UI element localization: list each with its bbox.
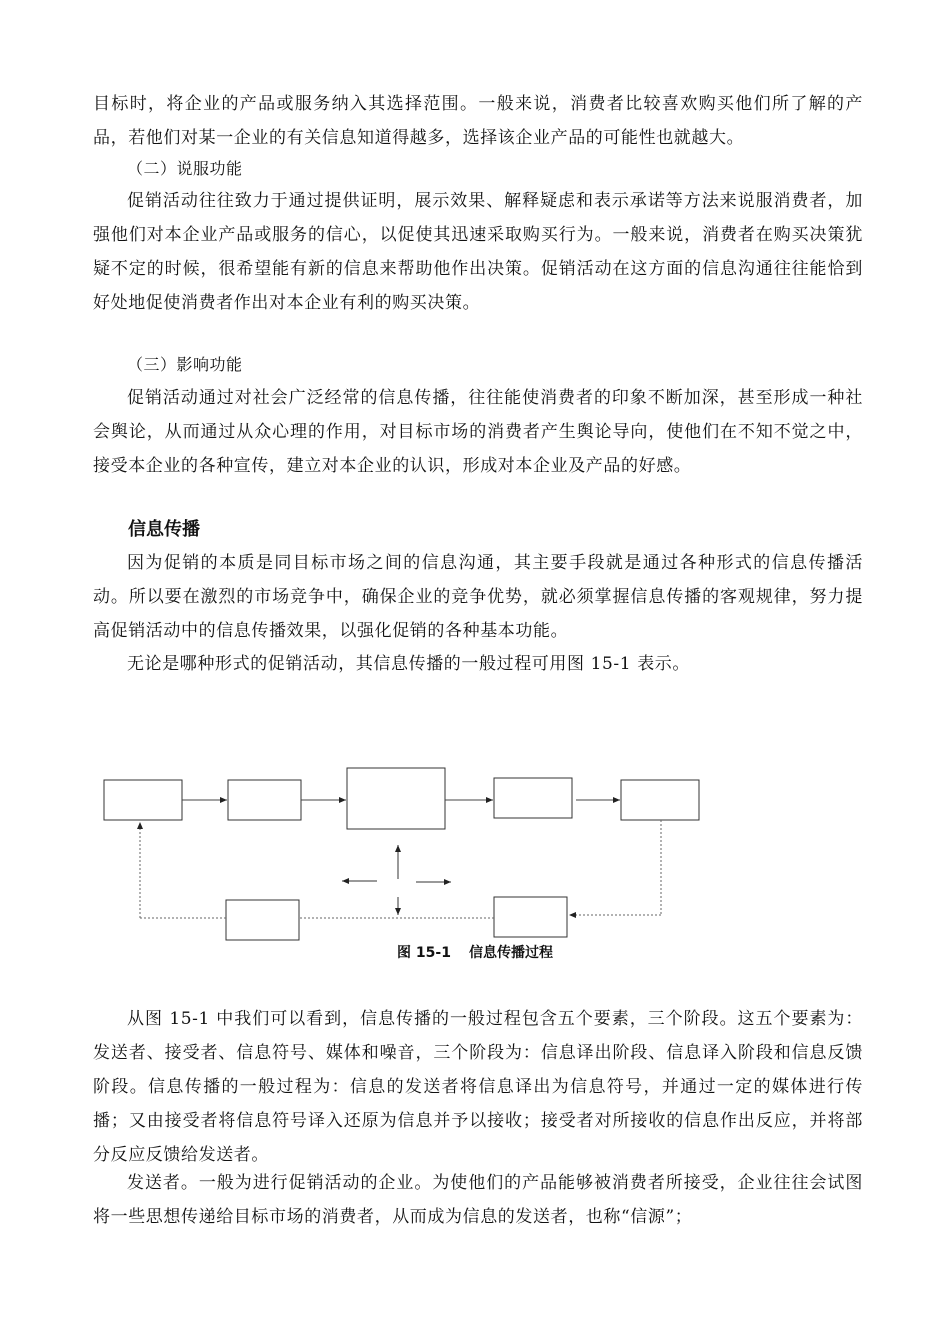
figure-caption <box>0 938 950 968</box>
paragraph-persuade: 促销活动往往致力于通过提供证明，展示效果、解释疑虑和表示承诺等方法来说服消费者，加强他们对本企业产品或服务的信心，以促使其迅速采取购买行为。一般来说，消费者在购买决策犹疑不定的时候，很希望能有新的信息来帮助他作出决策。促销活动在这方面的信息沟通往往能恰到好处地促使消费者作出对本企业有利的购买决策。 <box>93 191 863 313</box>
decode-box <box>494 778 572 818</box>
sender-box <box>104 780 182 820</box>
media-box <box>347 768 445 829</box>
response-box <box>494 897 567 937</box>
heading-persuade-function: （二）说服功能 <box>127 159 243 178</box>
paragraph-info-2: 无论是哪种形式的促销活动，其信息传播的一般过程可用图 15-1 表示。 <box>127 654 690 674</box>
feedback-box <box>226 900 299 940</box>
figure-title: 信息传播过程 <box>468 945 553 961</box>
paragraph-after-figure-2: 发送者。一般为进行促销活动的企业。为使他们的产品能够被消费者所接受，企业往往会试图将一些思想传递给目标市场的消费者，从而成为信息的发送者，也称“信源”； <box>93 1173 863 1227</box>
paragraph-influence: 促销活动通过对社会广泛经常的信息传播，往往能使消费者的印象不断加深，甚至形成一种社会舆论，从而通过从众心理的作用，对目标市场的消费者产生舆论导向，使他们在不知不觉之中，接受本企业的各种宣传，建立对本企业的认识，形成对本企业及产品的好感。 <box>93 388 863 476</box>
heading-info-spread: 信息传播 <box>128 519 200 540</box>
paragraph-intro: 目标时，将企业的产品或服务纳入其选择范围。一般来说，消费者比较喜欢购买他们所了解的产品，若他们对某一企业的有关信息知道得越多，选择该企业产品的可能性也就越大。 <box>93 94 863 148</box>
figure-number: 图 15-1 <box>397 945 451 961</box>
encode-box <box>228 780 301 820</box>
receiver-box <box>621 780 699 820</box>
paragraph-after-figure-1: 从图 15-1 中我们可以看到，信息传播的一般过程包含五个要素，三个阶段。这五个要素为：发送者、接受者、信息符号、媒体和噪音，三个阶段为：信息译出阶段、信息译入阶段和信息反馈阶段。信息传播的一般过程为：信息的发送者将信息译出为信息符号，并通过一定的媒体进行传播；又由接受者将信息符号译入还原为信息并予以接收；接受者对所接收的信息作出反应，并将部分反应反馈给发送者。 <box>93 1009 863 1165</box>
paragraph-info-1: 因为促销的本质是同目标市场之间的信息沟通，其主要手段就是通过各种形式的信息传播活动。所以要在激烈的市场竞争中，确保企业的竞争优势，就必须掌握信息传播的客观规律，努力提高促销活动中的信息传播效果，以强化促销的各种基本功能。 <box>93 553 863 641</box>
heading-influence-function: （三）影响功能 <box>127 355 243 374</box>
